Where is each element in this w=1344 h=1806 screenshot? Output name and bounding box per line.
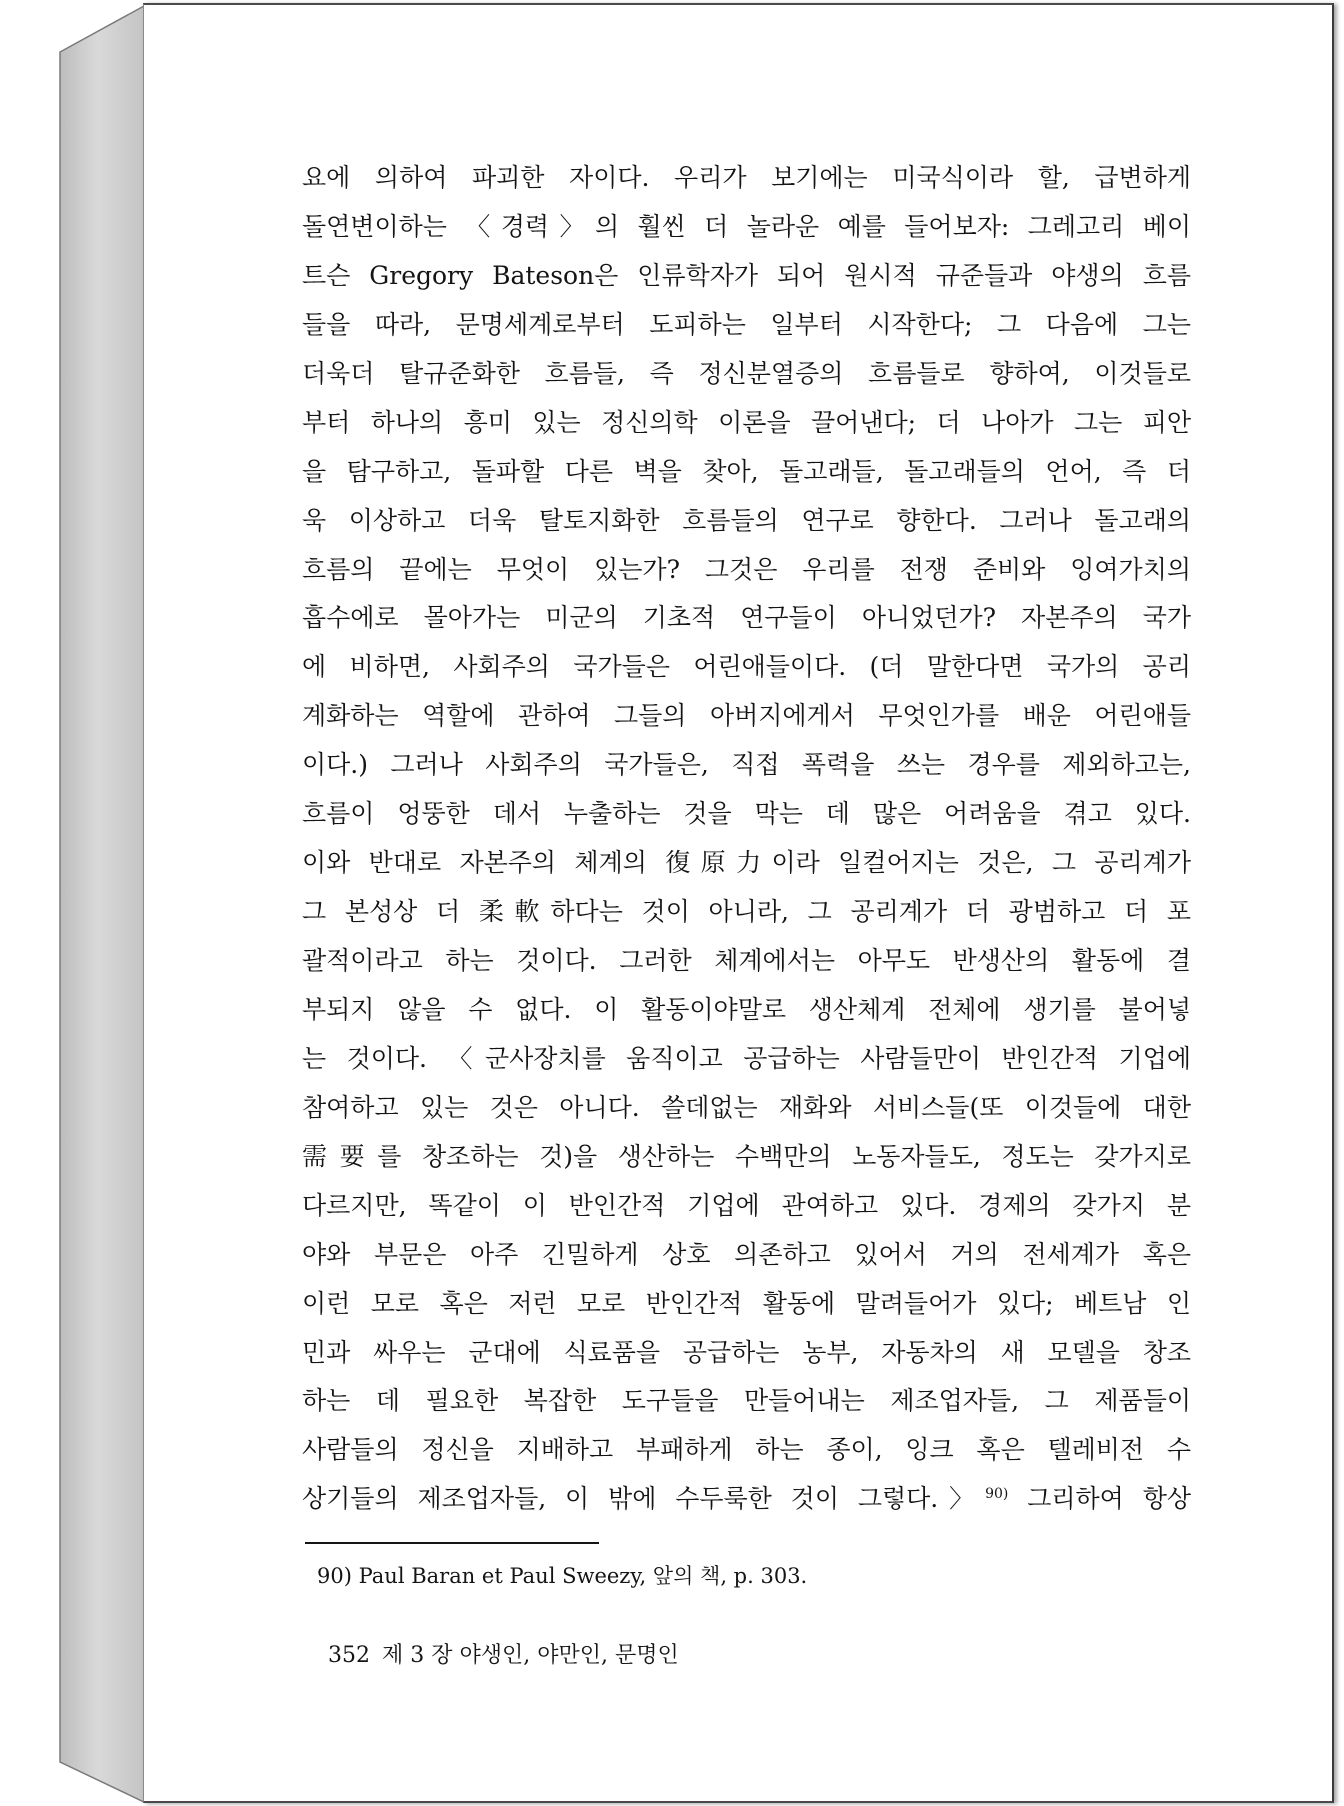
chapter-title: 제 3 장 야생인, 야만인, 문명인 [382,1643,679,1668]
text-line: 需要를 창조하는 것)을 생산하는 수백만의 노동자들도, 정도는 갖가지로 [302,1141,1191,1171]
last-line-continuation: 그리하여 항상 [1008,1484,1191,1514]
text-line: 을 탐구하고, 돌파할 다른 벽을 찾아, 돌고래들, 돌고래들의 언어, 즉 더 [302,456,1191,486]
text-line: 는 것이다. 〈군사장치를 움직이고 공급하는 사람들만이 반인간적 기업에 [302,1043,1191,1073]
text-line: 야와 부문은 아주 긴밀하게 상호 의존하고 있어서 거의 전세계가 혹은 [302,1239,1191,1269]
last-line-text: 상기들의 제조업자들, 이 밖에 수두룩한 것이 그렇다.〉 [302,1484,986,1514]
text-line: 부터 하나의 흥미 있는 정신의학 이론을 끌어낸다; 더 나아가 그는 피안 [302,407,1191,437]
footnote-divider [305,1542,599,1544]
text-line: 에 비하면, 사회주의 국가들은 어린애들이다. (더 말한다면 국가의 공리 [302,652,1191,682]
running-footer [328,1640,679,1672]
page-number: 352 [328,1643,370,1668]
text-line: 하는 데 필요한 복잡한 도구들을 만들어내는 제조업자들, 그 제품들이 [302,1386,1191,1416]
text-line: 그 본성상 더 柔軟하다는 것이 아니라, 그 공리계가 더 광범하고 더 포 [302,897,1191,927]
text-line: 욱 이상하고 더욱 탈토지화한 흐름들의 연구로 향한다. 그러나 돌고래의 [302,505,1191,535]
text-line: 더욱더 탈규준화한 흐름들, 즉 정신분열증의 흐름들로 향하여, 이것들로 [302,358,1191,388]
text-line: 흐름이 엉뚱한 데서 누출하는 것을 막는 데 많은 어려움을 겪고 있다. [302,799,1191,829]
text-line: 이런 모로 혹은 저런 모로 반인간적 활동에 말려들어가 있다; 베트남 인 [302,1288,1191,1318]
text-line: 흐름의 끝에는 무엇이 있는가? 그것은 우리를 전쟁 준비와 잉여가치의 [302,554,1191,584]
body-text [302,154,1191,1524]
text-line-last [302,1475,1191,1524]
footnote: 90) Paul Baran et Paul Sweezy, 앞의 책, p. 303. [317,1564,808,1588]
text-line: 사람들의 정신을 지배하고 부패하게 하는 종이, 잉크 혹은 텔레비전 수 [302,1435,1191,1465]
text-line: 부되지 않을 수 없다. 이 활동이야말로 생산체계 전체에 생기를 불어넣 [302,994,1191,1024]
text-line: 이다.) 그러나 사회주의 국가들은, 직접 폭력을 쓰는 경우를 제외하고는, [302,750,1191,780]
text-line: 참여하고 있는 것은 아니다. 쓸데없는 재화와 서비스들(또 이것들에 대한 [302,1092,1191,1122]
text-line: 흡수에로 몰아가는 미군의 기초적 연구들이 아니었던가? 자본주의 국가 [302,603,1191,633]
text-line: 들을 따라, 문명세계로부터 도피하는 일부터 시작한다; 그 다음에 그는 [302,309,1191,339]
text-line: 이와 반대로 자본주의 체계의 復原力이라 일컬어지는 것은, 그 공리계가 [302,848,1191,878]
text-line: 돌연변이하는 〈경력〉의 훨씬 더 놀라운 예를 들어보자: 그레고리 베이 [302,211,1191,241]
footnote-reference[interactable]: 90) [985,1486,1009,1503]
text-line: 민과 싸우는 군대에 식료품을 공급하는 농부, 자동차의 새 모델을 창조 [302,1337,1191,1367]
text-line: 트슨 Gregory Bateson은 인류학자가 되어 원시적 규준들과 야생의 흐름 [302,260,1191,290]
text-line: 괄적이라고 하는 것이다. 그러한 체계에서는 아무도 반생산의 활동에 결 [302,946,1191,975]
text-line: 계화하는 역할에 관하여 그들의 아버지에게서 무엇인가를 배운 어린애들 [302,701,1191,731]
book-page-edge [0,0,150,1806]
text-line: 요에 의하여 파괴한 자이다. 우리가 보기에는 미국식이라 할, 급변하게 [302,163,1191,192]
text-line: 다르지만, 똑같이 이 반인간적 기업에 관여하고 있다. 경제의 갖가지 분 [302,1190,1191,1220]
